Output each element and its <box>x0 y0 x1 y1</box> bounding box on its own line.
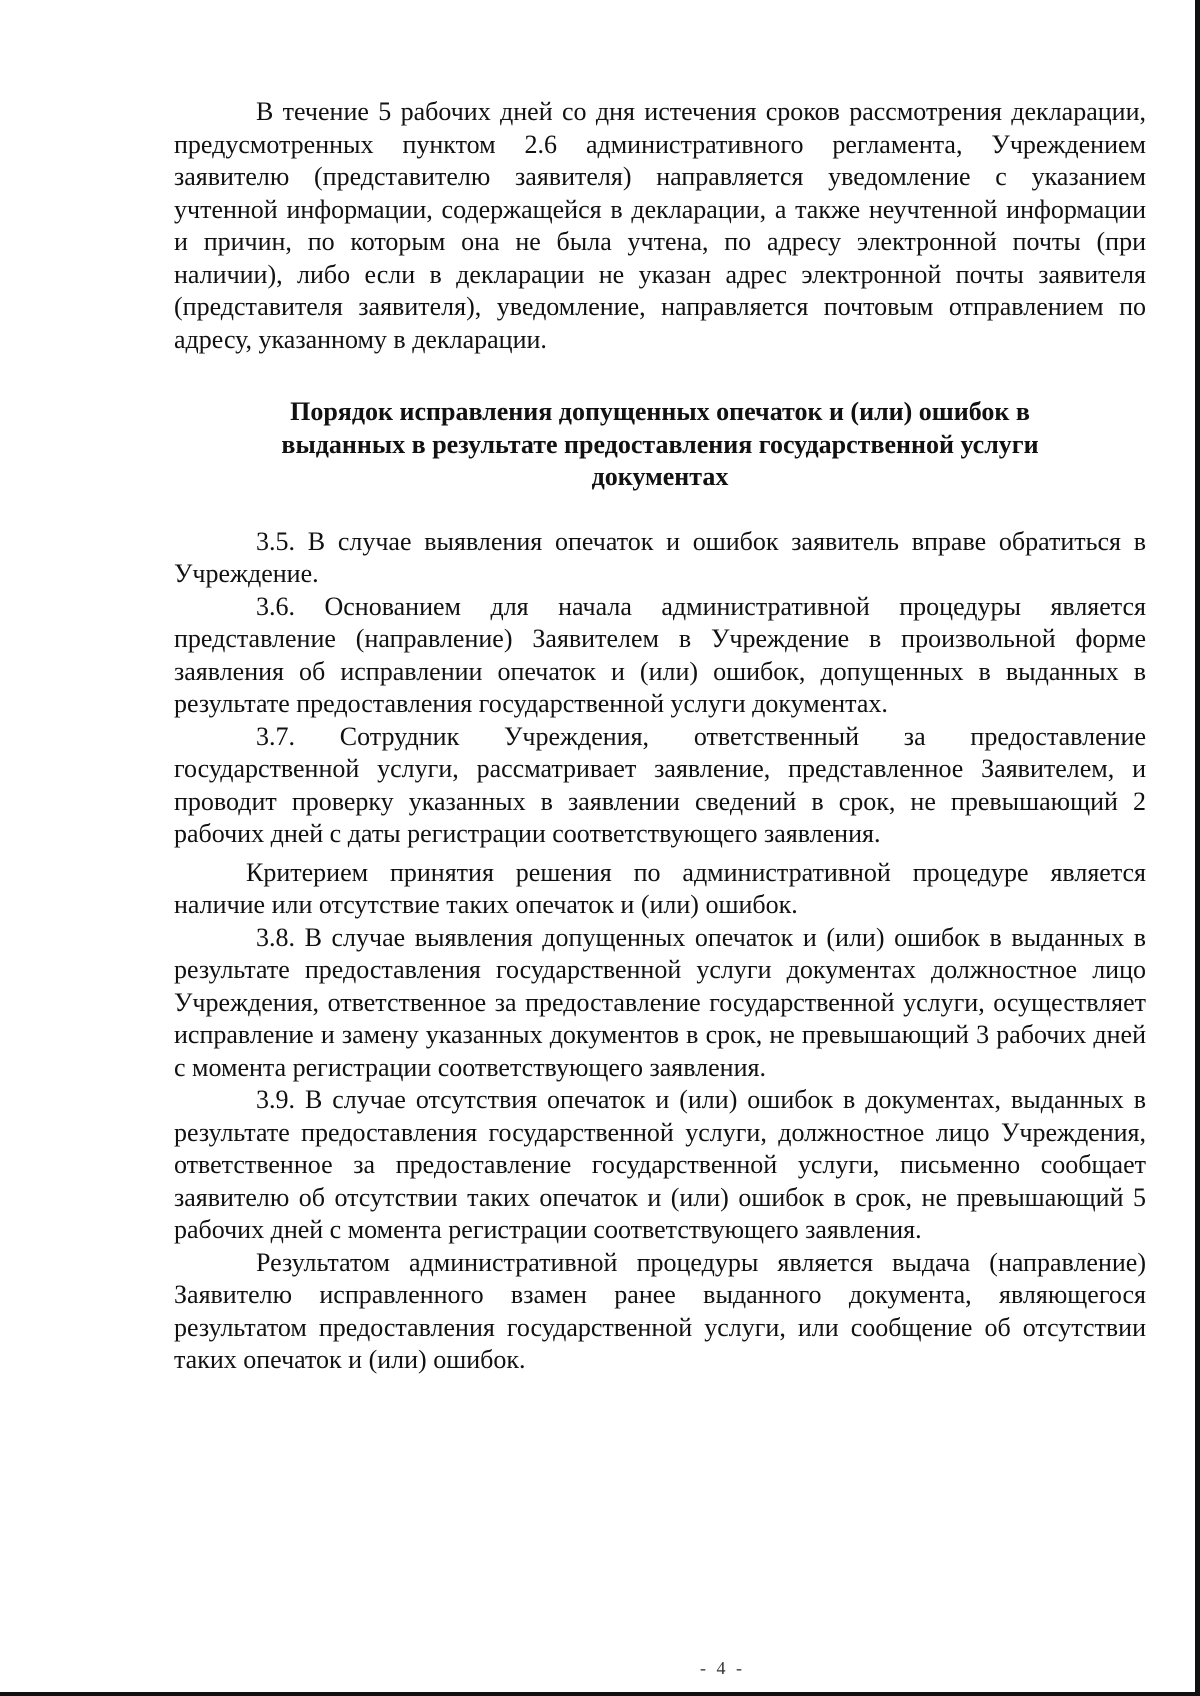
paragraph-intro: В течение 5 рабочих дней со дня истечения сроков рассмотрения декларации, предусмотренных пунктом 2.6 административного регламента, Учреждением заявителю (представителю заявителя) направляется уведомление с указанием учтенной информации, содержащейся в декларации, а также неучтенной информации и причин, по которым она не была учтена, по адресу электронной почты (при наличии), либо если в декларации не указан адрес электронной почты заявителя (представителя заявителя), уведомление, направляется почтовым отправлением по адресу, указанному в декларации. <box>174 97 1146 354</box>
heading-line-3: документах <box>591 462 729 491</box>
document-body <box>174 96 1146 1377</box>
paragraph-criterion: Критерием принятия решения по административной процедуре является наличие или отсутствие таких опечаток и (или) ошибок. <box>174 857 1146 919</box>
heading-line-2: выданных в результате предоставления государственной услуги <box>281 429 1039 459</box>
paragraph-3-8: 3.8. В случае выявления допущенных опечаток и (или) ошибок в выданных в результате предоставления государственной услуги документах должностное лицо Учреждения, ответственное за предоставление государственной услуги, осуществляет исправление и замену указанных документов в срок, не превышающий 3 рабочих дней с момента регистрации соответствующего заявления. <box>174 922 1146 1082</box>
paragraph-3-7: 3.7. Сотрудник Учреждения, ответственный за предоставление государственной услуги, рассматривает заявление, представленное Заявителем, и проводит проверку указанных в заявлении сведений в срок, не превышающий 2 рабочих дней с даты регистрации соответствующего заявления. <box>174 721 1146 848</box>
paragraph-3-6: 3.6. Основанием для начала административной процедуры является представление (направление) Заявителем в Учреждение в произвольной форме заявления об исправлении опечаток и (или) ошибок, допущенных в выданных в результате предоставления государственной услуги документах. <box>174 591 1146 718</box>
section-heading <box>174 396 1146 494</box>
paragraph-3-9: 3.9. В случае отсутствия опечаток и (или) ошибок в документах, выданных в результате предоставления государственной услуги, должностное лицо Учреждения, ответственное за предоставление государственной услуги, письменно сообщает заявителю об отсутствии таких опечаток и (или) ошибок в срок, не превышающий 5 рабочих дней с момента регистрации соответствующего заявления. <box>174 1085 1146 1244</box>
paragraph-3-5: 3.5. В случае выявления опечаток и ошибок заявитель вправе обратиться в Учреждение. <box>174 526 1146 588</box>
paragraph-result: Результатом административной процедуры является выдача (направление) Заявителю исправленного взамен ранее выданного документа, являющегося результатом предоставления государственной услуги, или сообщение об отсутствии таких опечаток и (или) ошибок. <box>174 1247 1146 1374</box>
scan-edge-bottom <box>0 1692 1200 1696</box>
heading-line-1: Порядок исправления допущенных опечаток и (или) ошибок в <box>290 397 1030 426</box>
page-number: - 4 - <box>700 1658 745 1678</box>
scan-edge-right <box>1195 0 1200 1696</box>
